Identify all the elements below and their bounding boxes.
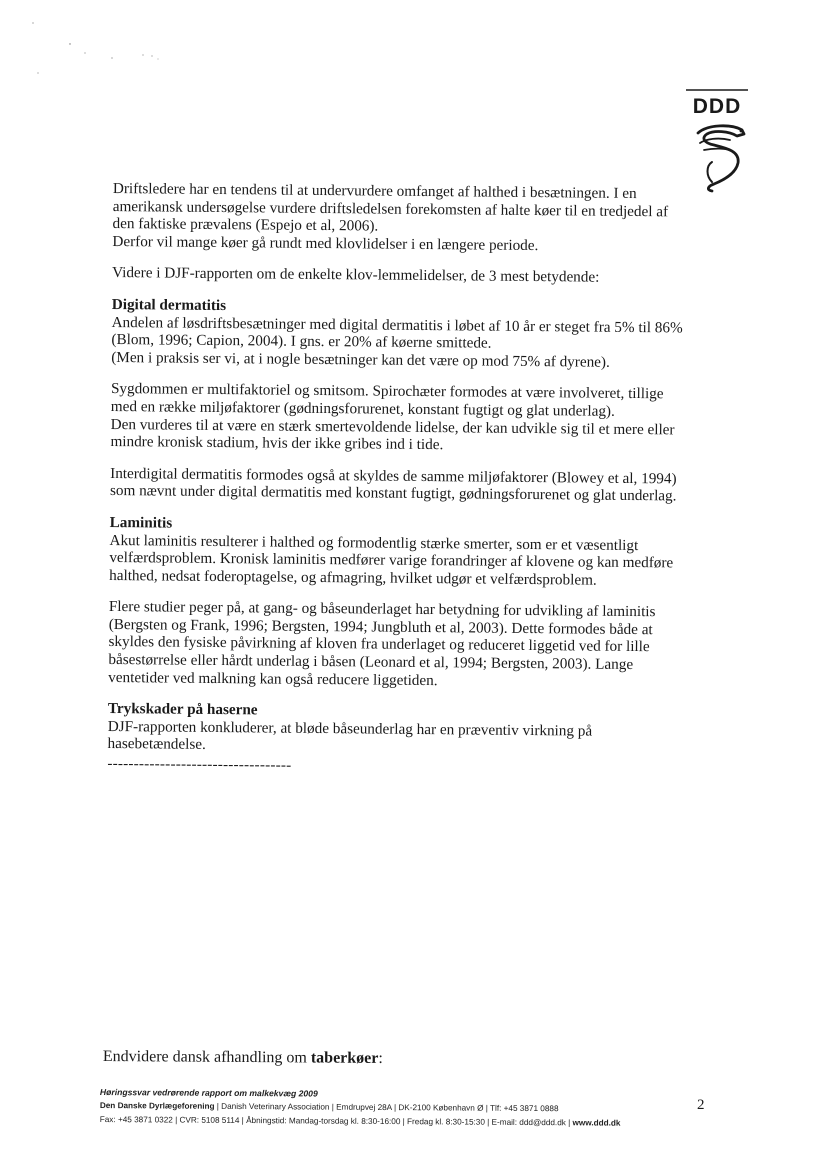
footer-address: | Danish Veterinary Association | Emdrupvej 28A | DK-2100 København Ø | Tlf: +45 3871 0888 — [214, 1101, 559, 1114]
footer-contact-line — [100, 1113, 712, 1131]
text-line: skyldes den fysiske påvirkning af kloven fra underlaget og reduceret liggetid ved for lille — [108, 633, 650, 656]
further-note — [103, 1048, 383, 1068]
text-line: Derfor vil mange køer gå rundt med klovlidelser i en længere periode. — [112, 232, 539, 254]
text-line: velfærdsproblem. Kronisk laminitis medfører varige forandringer af klovene og kan medføre — [109, 549, 674, 572]
studies-paragraph — [108, 598, 714, 692]
text-line: Flere studier peger på, at gang- og båseunderlaget har betydning for udvikling af laminitis — [108, 598, 656, 621]
footer-title: Høringssvar vedrørende rapport om malkekvæg 2009 — [99, 1087, 318, 1099]
footer-website-link[interactable]: www.ddd.dk — [572, 1118, 621, 1128]
text-line: Videre i DJF-rapporten om de enkelte klov-lemmelidelser, de 3 mest betydende: — [112, 264, 600, 287]
footer-contact: Fax: +45 3871 0322 | CVR: 5108 5114 | Åbningstid: Mandag-torsdag kl. 8:30-16:00 | Fredag kl. 8:30-15:30 | E-mail: ddd@ddd.dk | — [99, 1114, 573, 1128]
text-line: amerikansk undersøgelse vurdere driftsledelsen forekomsten af halte køer til en tredjedel af — [112, 197, 669, 220]
digital-dermatitis-heading: Digital dermatitis — [111, 295, 227, 315]
ddd-logo-graphic — [684, 88, 750, 193]
laminitis-heading: Laminitis — [109, 513, 173, 532]
footer-org-name: Den Danske Dyrlægeforening — [99, 1100, 215, 1111]
scan-specks — [30, 18, 190, 88]
text-line: den faktiske prævalens (Espejo et al, 2006). — [112, 215, 379, 235]
note-suffix: : — [378, 1049, 383, 1067]
text-line: hasebetændelse. — [107, 735, 206, 754]
pressure-damage-paragraph — [107, 718, 712, 779]
text-line: Driftsledere har en tendens til at undervurdere omfanget af halthed i besætningen. I en — [112, 180, 637, 203]
note-text: Endvidere dansk afhandling om — [102, 1048, 311, 1067]
report-intro-paragraph — [112, 264, 717, 287]
text-line: som nævnt under digital dermatitis med konstant fugtigt, gødningsforurenet og glat underlag. — [109, 482, 677, 505]
letter-body — [107, 180, 718, 792]
logo-text: DDD — [692, 95, 742, 118]
text-line: (Men i praksis ser vi, at i nogle besætninger kan det være op mod 75% af dyrene). — [111, 348, 610, 371]
text-line: Andelen af løsdriftsbesætninger med digital dermatitis i løbet af 10 år er steget fra 5% til 86% — [111, 313, 683, 337]
dashed-separator: ----------------------------------- — [107, 755, 292, 774]
text-line: med en række miljøfaktorer (gødningsforurenet, konstant fugtigt og glat underlag). — [110, 397, 615, 420]
text-line: (Blom, 1996; Capion, 2004). I gns. er 20% af køerne smittede. — [111, 331, 492, 352]
intro-paragraph — [112, 180, 718, 256]
text-line: båsestørrelse eller hårdt underlag i båsen (Leonard et al, 1994; Bergsten, 2003). Lange — [108, 651, 634, 674]
laminitis-paragraph — [109, 531, 714, 590]
text-line: Sygdommen er multifaktoriel og smitsom. Spirochæter formodes at være involveret, tillige — [110, 380, 664, 403]
ddd-logo — [684, 88, 750, 193]
text-line: Interdigital dermatitis formodes også at skyldes de samme miljøfaktorer (Blowey et al, 1994) — [110, 464, 677, 488]
digital-dermatitis-paragraph — [111, 314, 716, 373]
text-line: ventetider ved malkning kan også reducere liggetiden. — [108, 668, 438, 689]
text-line: Akut laminitis resulterer i halthed og formodentlig stærke smerter, som er et væsentligt — [109, 531, 639, 554]
interdigital-paragraph — [110, 465, 715, 506]
page-number: 2 — [697, 1097, 705, 1113]
letterhead-footer — [100, 1085, 712, 1131]
text-line: DJF-rapporten konkluderer, at bløde båseunderlag har en præventiv virkning på — [107, 717, 593, 740]
text-line: (Bergsten og Frank, 1996; Bergsten, 1994; Jungbluth et al, 2003). Dette formodes både at — [108, 615, 653, 639]
text-line: halthed, nedsat foderoptagelse, og afmagring, hvilket udgør et velfærdsproblem. — [109, 566, 597, 589]
pressure-damage-heading: Trykskader på haserne — [107, 700, 258, 719]
multifactorial-paragraph — [110, 380, 716, 456]
text-line: Den vurderes til at være en stærk smertevoldende lidelse, der kan udvikle sig til et mere eller — [110, 415, 675, 438]
text-line: mindre kronisk stadium, hvis der ikke gribes ind i tide. — [110, 433, 444, 454]
note-bold-term: taberkøer — [310, 1049, 379, 1067]
